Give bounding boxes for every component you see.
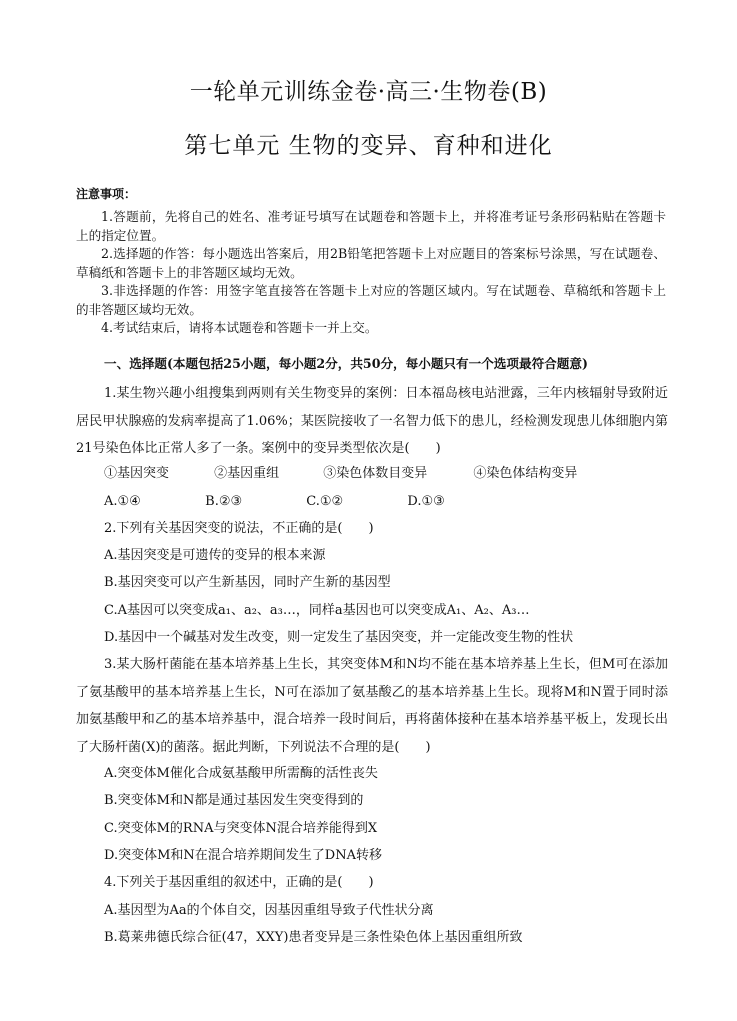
q4-option-b: B.葛莱弗德氏综合征(47，XXY)患者变异是三条性染色体上基因重组所致 <box>104 930 523 945</box>
question-2-stem: 2.下列有关基因突变的说法，不正确的是( ) <box>104 521 374 536</box>
notice-item: 2.选择题的作答：每小题选出答案后，用2B铅笔把答题卡上对应题目的答案标号涂黑，写在试题卷、草稿纸和答题卡上的非答题区域均无效。 <box>76 246 666 280</box>
q3-option-c: C.突变体M的RNA与突变体N混合培养能得到X <box>104 821 378 836</box>
question-3-stem: 3.某大肠杆菌能在基本培养基上生长，其突变体M和N均不能在基本培养基上生长，但M可在添加了氨基酸甲的基本培养基上生长，N可在添加了氨基酸乙的基本培养基上生长。现将M和N置于同时添加氨基酸甲和乙的基本培养基中，混合培养一段时间后，再将菌体接种在基本培养基平板上，发现长出了大肠杆菌(X)的菌落。据此判断，下列说法不合理的是( ) <box>76 657 668 755</box>
q3-option-b: B.突变体M和N都是通过基因发生突变得到的 <box>104 793 364 808</box>
q1-item: ③染色体数目变异 <box>323 466 428 481</box>
question-1-options <box>104 488 445 515</box>
notice-item: 3.非选择题的作答：用签字笔直接答在答题卡上对应的答题区域内。写在试题卷、草稿纸和答题卡上的非答题区域均无效。 <box>76 283 666 317</box>
q1-option-d: D.①③ <box>407 494 445 509</box>
q1-option-c: C.①② <box>306 494 344 509</box>
unit-title: 第七单元 生物的变异、育种和进化 <box>184 133 553 159</box>
q3-option-a: A.突变体M催化合成氨基酸甲所需酶的活性丧失 <box>104 766 378 781</box>
question-1-stem: 1.某生物兴趣小组搜集到两则有关生物变异的案例：日本福岛核电站泄露，三年内核辐射导致附近居民甲状腺癌的发病率提高了1.06%；某医院接收了一名智力低下的患儿，经检测发现患儿体细胞内第21号染色体比正常人多了一条。案例中的变异类型依次是( ) <box>76 386 668 457</box>
notice-item: 4.考试结束后，请将本试题卷和答题卡一并上交。 <box>101 320 378 335</box>
notice-list <box>76 208 666 338</box>
q2-option-d: D.基因中一个碱基对发生改变，则一定发生了基因突变，并一定能改变生物的性状 <box>104 630 574 645</box>
notice-item: 1.答题前，先将自己的姓名、准考证号填写在试题卷和答题卡上，并将准考证号条形码粘贴在答题卡上的指定位置。 <box>76 209 666 243</box>
q1-item: ④染色体结构变异 <box>473 466 578 481</box>
exam-title: 一轮单元训练金卷·高三·生物卷(B) <box>189 79 548 105</box>
q2-option-a: A.基因突变是可遗传的变异的根本来源 <box>104 548 326 563</box>
question-1-items <box>104 460 577 487</box>
q4-option-a: A.基因型为Aa的个体自交，因基因重组导致子代性状分离 <box>104 903 434 918</box>
q2-option-c: C.A基因可以突变成a₁、a₂、a₃…，同样a基因也可以突变成A₁、A₂、A₃… <box>104 603 530 618</box>
section-heading: 一、选择题(本题包括25小题，每小题2分，共50分，每小题只有一个选项最符合题意) <box>104 356 588 371</box>
q3-option-d: D.突变体M和N在混合培养期间发生了DNA转移 <box>104 848 382 863</box>
q1-option-b: B.②③ <box>205 494 243 509</box>
q2-option-b: B.基因突变可以产生新基因，同时产生新的基因型 <box>104 575 391 590</box>
q1-item: ②基因重组 <box>214 466 280 481</box>
q1-option-a: A.①④ <box>104 494 141 509</box>
notice-heading: 注意事项： <box>76 187 137 201</box>
question-4-stem: 4.下列关于基因重组的叙述中，正确的是( ) <box>104 875 374 890</box>
q1-item: ①基因突变 <box>104 466 170 481</box>
